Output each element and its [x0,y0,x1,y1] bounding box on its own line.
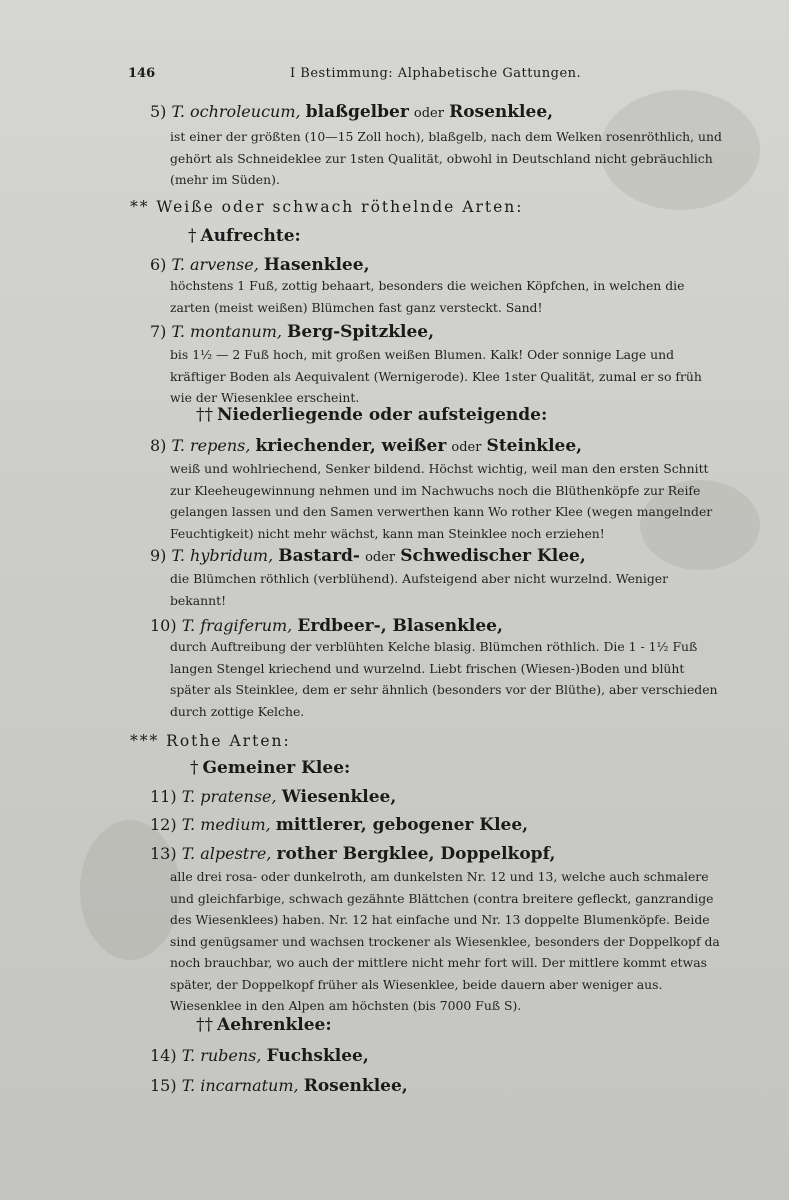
cross-mark: † [188,226,197,246]
entry-number: 15) [150,1076,177,1095]
entry-description: höchstens 1 Fuß, zottig behaart, besonders die weichen Köpfchen, in welchen die zarten (meist weißen) Blümchen fast ganz versteckt. Sand! [170,278,685,315]
species-name: T. pratense, [181,787,277,806]
species-name: T. arvense, [171,255,259,274]
conjunction: oder [365,550,396,565]
entry-description: bis 1½ — 2 Fuß hoch, mit großen weißen Blumen. Kalk! Oder sonnige Lage und kräftiger Boden als Aequivalent (Wernigerode). Klee 1ster Qualität, zumal er so früh wie der Wiesenklee erscheint. [170,347,702,405]
species-name: T. repens, [171,436,251,455]
common-name-alt: Steinklee, [486,436,583,456]
running-header [128,66,728,86]
entry-description: durch Auftreibung der verblühten Kelche blasig. Blümchen röthlich. Die 1 - 1½ Fuß langen Stengel kriechend und wurzelnd. Liebt frischen (Wiesen-)Boden und blüht später als Steinklee, dem er sehr ähnlich (besonders vor der Blüthe), aber verschieden durch zottige Kelche. [170,639,718,719]
common-name: rother Bergklee, Doppelkopf, [276,844,556,864]
common-name-alt: Schwedischer Klee, [400,546,586,566]
common-name: Bastard- [278,546,360,566]
cross-mark: † [190,758,199,778]
conjunction: oder [413,106,444,121]
entry-number: 12) [150,815,177,834]
species-entry [150,255,740,315]
species-name: T. hybridum, [171,546,274,565]
species-entry [150,787,740,807]
common-name: Fuchsklee, [266,1046,369,1066]
entry-number: 7) [150,322,167,341]
species-entry [150,1046,740,1066]
entry-number: 10) [150,616,177,635]
common-name: Rosenklee, [303,1076,408,1096]
species-entry [150,616,740,719]
entry-description: ist einer der größten (10—15 Zoll hoch), blaßgelb, nach dem Welken rosenröthlich, und gehört als Schneideklee zur 1sten Qualität, obwohl in Deutschland nicht gebräuchlich (mehr im Süden). [170,129,722,187]
conjunction: oder [451,440,482,455]
subsection-heading [196,1015,332,1035]
common-name: Wiesenklee, [281,787,397,807]
subsection-label: Niederliegende oder aufsteigende: [217,405,548,425]
double-cross-mark: †† [196,405,213,425]
species-name: T. montanum, [171,322,282,341]
subsection-heading [196,405,547,425]
species-entry [150,844,740,1013]
double-cross-mark: †† [196,1015,213,1035]
subsection-heading [188,226,301,246]
entry-number: 9) [150,546,167,565]
common-name: mittlerer, gebogener Klee, [275,815,529,835]
common-name-alt: Rosenklee, [449,102,554,122]
common-name: kriechender, weißer [255,436,447,456]
entry-number: 6) [150,255,167,274]
common-name: blaßgelber [305,102,409,122]
subsection-heading [190,758,350,778]
species-entry [150,1076,740,1096]
species-name: T. fragiferum, [181,616,293,635]
common-name: Berg-Spitzklee, [287,322,435,342]
entry-description: alle drei rosa- oder dunkelroth, am dunkelsten Nr. 12 und 13, welche auch schmalere und gleichfarbige, schwach gezähnte Blättchen (contra breitere gefleckt, ganzrandige des Wiesenklees) haben. Nr. 12 hat einfache und Nr. 13 doppelte Blumenköpfe. Beide sind genügsamer und wachsen trockener als Wiesenklee, besonders der Doppelkopf da noch brauchbar, wo auch der mittlere nicht mehr fort will. Der mittlere kommt etwas später, der Doppelkopf früher als Wiesenklee, beide dauern aber weniger aus. Wiesenklee in den Alpen am höchsten (bis 7000 Fuß S). [170,869,720,1013]
species-name: T. incarnatum, [181,1076,299,1095]
subsection-label: Gemeiner Klee: [202,758,351,778]
subsection-label: Aehrenklee: [217,1015,332,1035]
species-entry [150,815,740,835]
entry-number: 8) [150,436,167,455]
species-entry [150,546,740,608]
species-entry [150,102,740,187]
entry-number: 11) [150,787,177,806]
page-title: I Bestimmung: Alphabetische Gattungen. [290,66,582,81]
entry-description: weiß und wohlriechend, Senker bildend. Höchst wichtig, weil man den ersten Schnitt zur Kleeheugewinnung nehmen und im Nachwuchs noch die Blüthenköpfe zur Reife gelangen lassen und den Samen verwerthen kann Wo rother Klee (wegen mangelnder Feuchtigkeit) nicht mehr wächst, kann man Steinklee noch erziehen! [170,461,713,541]
entry-number: 13) [150,844,177,863]
entry-number: 5) [150,102,167,121]
species-name: T. rubens, [181,1046,262,1065]
species-name: T. alpestre, [181,844,272,863]
subsection-label: Aufrechte: [200,226,301,246]
species-entry [150,436,740,541]
species-entry [150,322,740,405]
page-number: 146 [128,66,156,81]
common-name: Erdbeer-, Blasenklee, [297,616,503,636]
common-name: Hasenklee, [263,255,370,275]
paper-stain [80,820,180,960]
section-heading: ** Weiße oder schwach röthelnde Arten: [130,198,524,216]
entry-number: 14) [150,1046,177,1065]
entry-description: die Blümchen röthlich (verblühend). Aufsteigend aber nicht wurzelnd. Weniger bekannt! [170,571,669,608]
species-name: T. medium, [181,815,271,834]
species-name: T. ochroleucum, [171,102,301,121]
section-heading: *** Rothe Arten: [130,732,291,750]
